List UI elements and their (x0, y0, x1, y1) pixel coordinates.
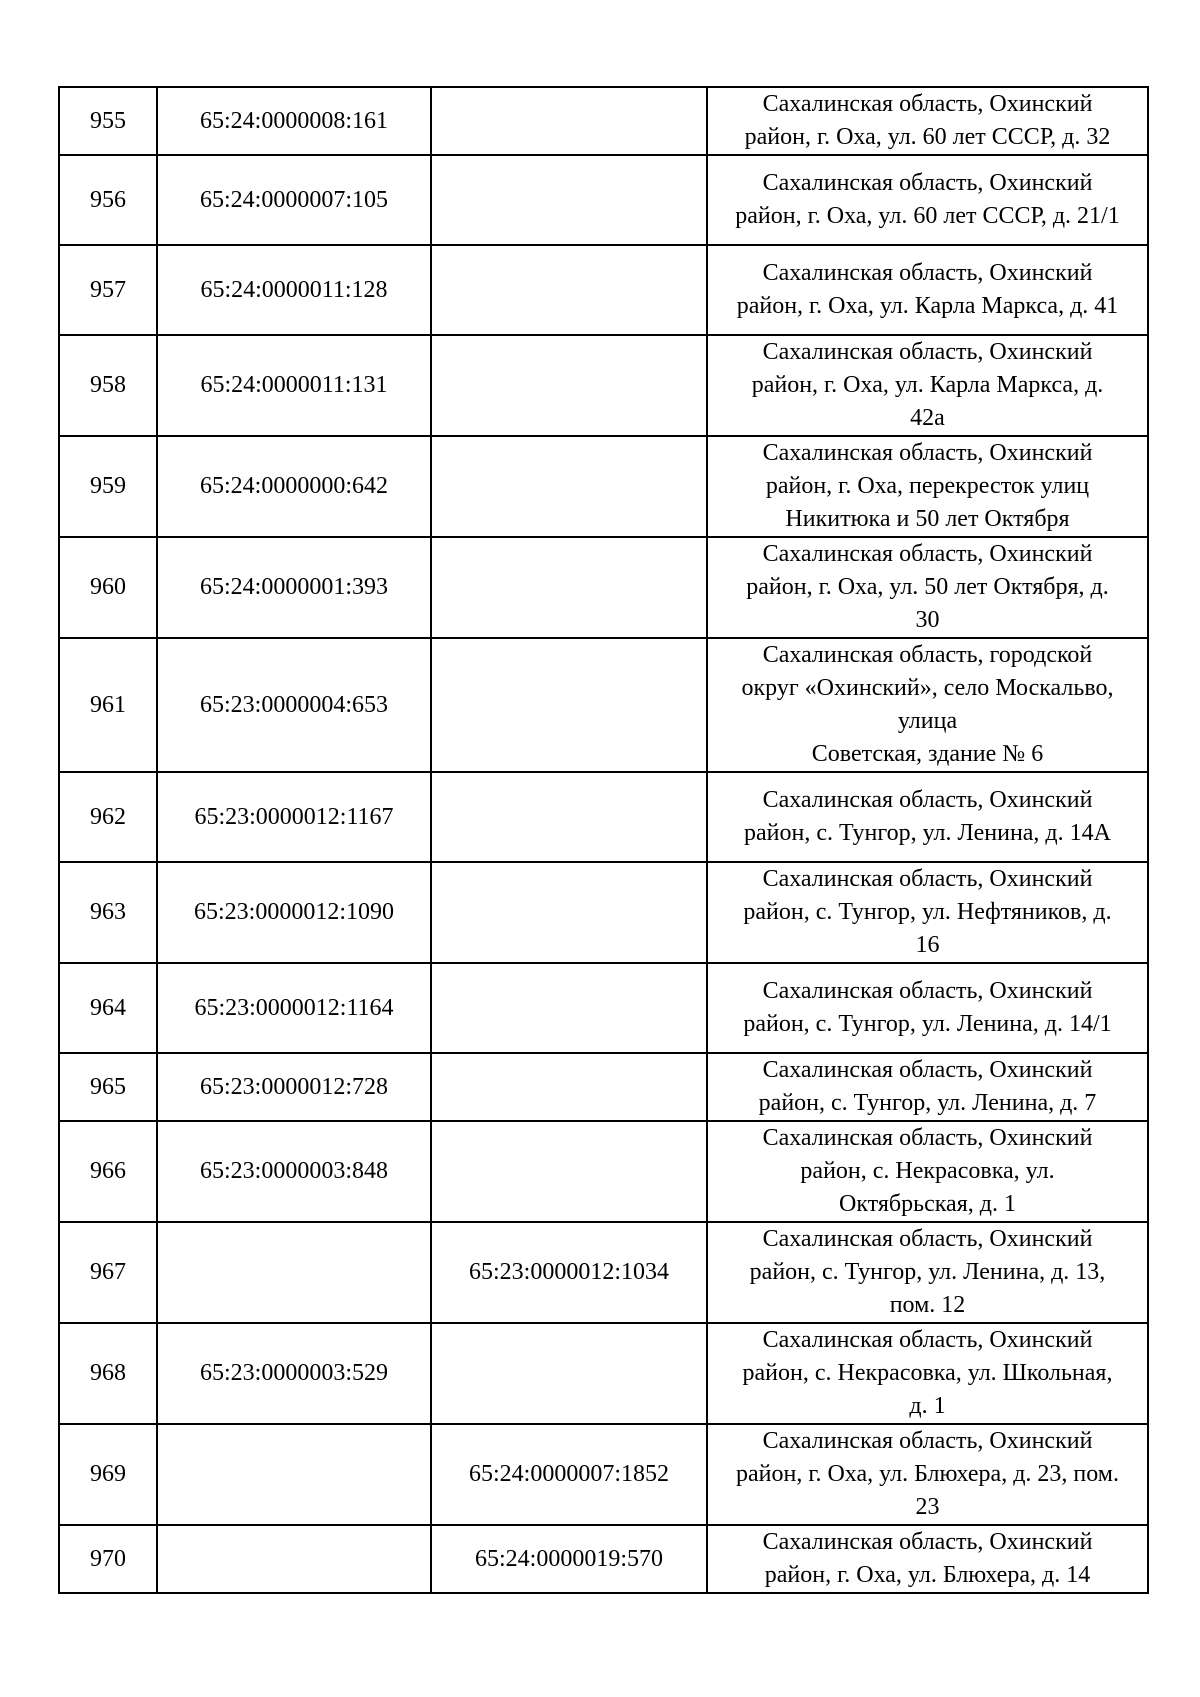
address-line: район, с. Тунгор, ул. Нефтяников, д. (743, 899, 1112, 925)
table-row (59, 245, 1148, 335)
cadastral-premise-cell (431, 1053, 707, 1121)
cadastral-land-cell: 65:23:0000012:1164 (157, 963, 431, 1053)
address-cell (707, 1121, 1148, 1222)
address-cell (707, 862, 1148, 963)
table-row (59, 963, 1148, 1053)
address-line: Советская, здание № 6 (811, 741, 1044, 767)
cadastral-premise-cell: 65:24:0000019:570 (431, 1525, 707, 1593)
address-line: 23 (915, 1494, 940, 1520)
cadastral-premise-cell: 65:23:0000012:1034 (431, 1222, 707, 1323)
row-number-cell: 969 (59, 1424, 157, 1525)
cadastral-land-cell: 65:23:0000012:1090 (157, 862, 431, 963)
table-row (59, 436, 1148, 537)
address-cell (707, 87, 1148, 155)
address-line: Сахалинская область, городской (762, 642, 1093, 668)
cadastral-land-cell: 65:24:0000011:128 (157, 245, 431, 335)
address-cell (707, 1323, 1148, 1424)
table-row (59, 1424, 1148, 1525)
address-line: 16 (915, 932, 940, 958)
cadastral-land-cell: 65:23:0000003:848 (157, 1121, 431, 1222)
registry-table (58, 86, 1149, 1594)
row-number-cell: 963 (59, 862, 157, 963)
table-row (59, 537, 1148, 638)
table-row (59, 772, 1148, 862)
address-cell (707, 1053, 1148, 1121)
cadastral-premise-cell (431, 245, 707, 335)
address-cell (707, 1525, 1148, 1593)
address-line: улица (897, 708, 958, 734)
address-line: Сахалинская область, Охинский (762, 1057, 1093, 1083)
address-line: район, с. Тунгор, ул. Ленина, д. 13, (749, 1259, 1106, 1285)
address-line: район, с. Тунгор, ул. Ленина, д. 14А (744, 820, 1111, 846)
address-line: Сахалинская область, Охинский (762, 260, 1093, 286)
table-row (59, 1121, 1148, 1222)
address-line: д. 1 (909, 1393, 946, 1419)
address-line: Сахалинская область, Охинский (762, 541, 1093, 567)
address-cell (707, 1222, 1148, 1323)
address-cell (707, 155, 1148, 245)
cadastral-premise-cell (431, 537, 707, 638)
address-line: 42а (910, 405, 945, 431)
cadastral-land-cell: 65:23:0000012:1167 (157, 772, 431, 862)
table-row (59, 1323, 1148, 1424)
cadastral-premise-cell (431, 436, 707, 537)
row-number-cell: 955 (59, 87, 157, 155)
row-number-cell: 960 (59, 537, 157, 638)
address-line: Никитюка и 50 лет Октября (785, 506, 1070, 532)
cadastral-land-cell: 65:23:0000004:653 (157, 638, 431, 772)
address-line: район, г. Оха, ул. Карла Маркса, д. (751, 372, 1104, 398)
address-line: район, г. Оха, ул. Блюхера, д. 14 (764, 1562, 1091, 1588)
cadastral-land-cell: 65:24:0000008:161 (157, 87, 431, 155)
address-line: Сахалинская область, Охинский (762, 1529, 1093, 1555)
address-cell (707, 537, 1148, 638)
table-row (59, 862, 1148, 963)
address-cell (707, 963, 1148, 1053)
row-number-cell: 964 (59, 963, 157, 1053)
cadastral-premise-cell: 65:24:0000007:1852 (431, 1424, 707, 1525)
address-line: Сахалинская область, Охинский (762, 1428, 1093, 1454)
address-line: Сахалинская область, Охинский (762, 787, 1093, 813)
cadastral-premise-cell (431, 335, 707, 436)
address-line: Сахалинская область, Охинский (762, 1125, 1093, 1151)
cadastral-land-cell: 65:23:0000003:529 (157, 1323, 431, 1424)
address-cell (707, 1424, 1148, 1525)
address-line: район, г. Оха, ул. 60 лет СССР, д. 32 (744, 124, 1111, 150)
address-line: Сахалинская область, Охинский (762, 1327, 1093, 1353)
row-number-cell: 958 (59, 335, 157, 436)
address-line: Сахалинская область, Охинский (762, 866, 1093, 892)
address-line: Сахалинская область, Охинский (762, 978, 1093, 1004)
address-line: район, г. Оха, перекресток улиц (765, 473, 1090, 499)
cadastral-land-cell (157, 1525, 431, 1593)
cadastral-land-cell: 65:24:0000001:393 (157, 537, 431, 638)
cadastral-premise-cell (431, 87, 707, 155)
address-line: район, с. Тунгор, ул. Ленина, д. 14/1 (743, 1011, 1112, 1037)
cadastral-land-cell: 65:24:0000000:642 (157, 436, 431, 537)
row-number-cell: 967 (59, 1222, 157, 1323)
address-line: район, г. Оха, ул. 50 лет Октября, д. (746, 574, 1109, 600)
row-number-cell: 966 (59, 1121, 157, 1222)
row-number-cell: 968 (59, 1323, 157, 1424)
table-row (59, 638, 1148, 772)
address-line: район, г. Оха, ул. Блюхера, д. 23, пом. (736, 1461, 1119, 1487)
row-number-cell: 957 (59, 245, 157, 335)
address-line: 30 (915, 607, 940, 633)
address-line: район, с. Некрасовка, ул. (800, 1158, 1055, 1184)
row-number-cell: 956 (59, 155, 157, 245)
cadastral-premise-cell (431, 155, 707, 245)
address-line: Октябрьская, д. 1 (839, 1191, 1016, 1217)
table-row (59, 1525, 1148, 1593)
address-line: район, г. Оха, ул. 60 лет СССР, д. 21/1 (735, 203, 1120, 229)
cadastral-premise-cell (431, 1121, 707, 1222)
cadastral-premise-cell (431, 963, 707, 1053)
address-cell (707, 436, 1148, 537)
registry-body (59, 87, 1148, 1593)
cadastral-land-cell: 65:24:0000011:131 (157, 335, 431, 436)
address-line: Сахалинская область, Охинский (762, 170, 1093, 196)
address-line: район, с. Некрасовка, ул. Школьная, (742, 1360, 1113, 1386)
cadastral-premise-cell (431, 638, 707, 772)
address-cell (707, 245, 1148, 335)
address-line: район, г. Оха, ул. Карла Маркса, д. 41 (736, 293, 1119, 319)
cadastral-land-cell (157, 1222, 431, 1323)
cadastral-land-cell: 65:24:0000007:105 (157, 155, 431, 245)
cadastral-premise-cell (431, 1323, 707, 1424)
address-cell (707, 772, 1148, 862)
address-line: район, с. Тунгор, ул. Ленина, д. 7 (758, 1090, 1097, 1116)
address-line: Сахалинская область, Охинский (762, 339, 1093, 365)
address-line: Сахалинская область, Охинский (762, 440, 1093, 466)
table-row (59, 155, 1148, 245)
cadastral-premise-cell (431, 862, 707, 963)
address-line: пом. 12 (889, 1292, 966, 1318)
cadastral-land-cell (157, 1424, 431, 1525)
address-line: Сахалинская область, Охинский (762, 91, 1093, 117)
cadastral-premise-cell (431, 772, 707, 862)
table-row (59, 87, 1148, 155)
row-number-cell: 970 (59, 1525, 157, 1593)
address-line: округ «Охинский», село Москальво, (741, 675, 1114, 701)
address-line: Сахалинская область, Охинский (762, 1226, 1093, 1252)
address-cell (707, 638, 1148, 772)
row-number-cell: 959 (59, 436, 157, 537)
table-row (59, 1222, 1148, 1323)
table-row (59, 335, 1148, 436)
cadastral-land-cell: 65:23:0000012:728 (157, 1053, 431, 1121)
address-cell (707, 335, 1148, 436)
row-number-cell: 965 (59, 1053, 157, 1121)
table-row (59, 1053, 1148, 1121)
row-number-cell: 962 (59, 772, 157, 862)
row-number-cell: 961 (59, 638, 157, 772)
